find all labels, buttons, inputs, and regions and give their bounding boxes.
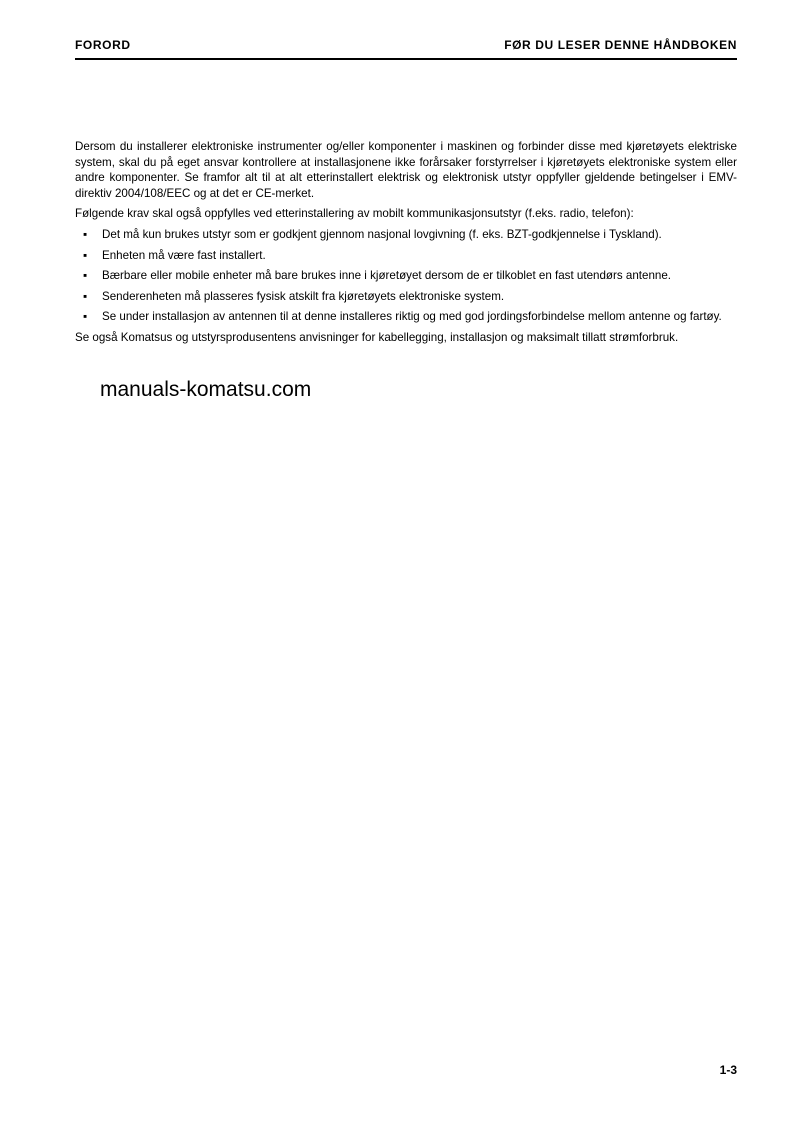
- list-item: [75, 227, 737, 243]
- list-item: [75, 268, 737, 284]
- page-header: [75, 38, 737, 60]
- list-item-text: Senderenheten må plasseres fysisk atskilt fra kjøretøyets elektroniske system.: [102, 289, 505, 303]
- list-item: [75, 309, 737, 325]
- list-item: [75, 248, 737, 264]
- closing-paragraph: Se også Komatsus og utstyrsprodusentens anvisninger for kabellegging, installasjon og maksimalt tillatt strømforbruk.: [75, 330, 679, 344]
- bullet-icon: ▪: [83, 227, 88, 241]
- list-item-text: Se under installasjon av antennen til at denne installeres riktig og med god jordingsforbindelse mellom antenne og fartøy.: [102, 310, 722, 324]
- watermark: manuals-komatsu.com: [100, 378, 312, 401]
- page-number: 1-3: [719, 1063, 737, 1077]
- bullet-icon: ▪: [83, 289, 88, 303]
- body-text: [75, 139, 737, 351]
- list-item-text: Bærbare eller mobile enheter må bare brukes inne i kjøretøyet dersom de er tilkoblet en fast utendørs antenne.: [102, 269, 672, 283]
- requirements-paragraph: Følgende krav skal også oppfylles ved etterinstallering av mobilt kommunikasjonsutstyr (f.eks. radio, telefon):: [75, 207, 634, 221]
- requirements-list: [75, 227, 737, 325]
- chapter-title: FØR DU LESER DENNE HÅNDBOKEN: [504, 38, 737, 52]
- bullet-icon: ▪: [83, 248, 88, 262]
- list-item-text: Det må kun brukes utstyr som er godkjent gjennom nasjonal lovgivning (f. eks. BZT-godkjennelse i Tyskland).: [102, 227, 662, 241]
- list-item: [75, 289, 737, 305]
- bullet-icon: ▪: [83, 269, 88, 283]
- list-item-text: Enheten må være fast installert.: [102, 248, 266, 262]
- section-title: FORORD: [75, 38, 131, 52]
- intro-paragraph: Dersom du installerer elektroniske instrumenter og/eller komponenter i maskinen og forbinder disse med kjøretøyets elektriske system, skal du på eget ansvar kontrollere at installasjonene ikke forårsaker forstyrrelser i kjøretøyets elektroniske system eller andre komponenter. Se framfor alt til at alt etterinstallert elektrisk og elektronisk utstyr oppfyller gjeldende betingelser i EMV-direktiv 2004/108/EEC og at det er CE-merket.: [75, 140, 737, 200]
- bullet-icon: ▪: [83, 310, 88, 324]
